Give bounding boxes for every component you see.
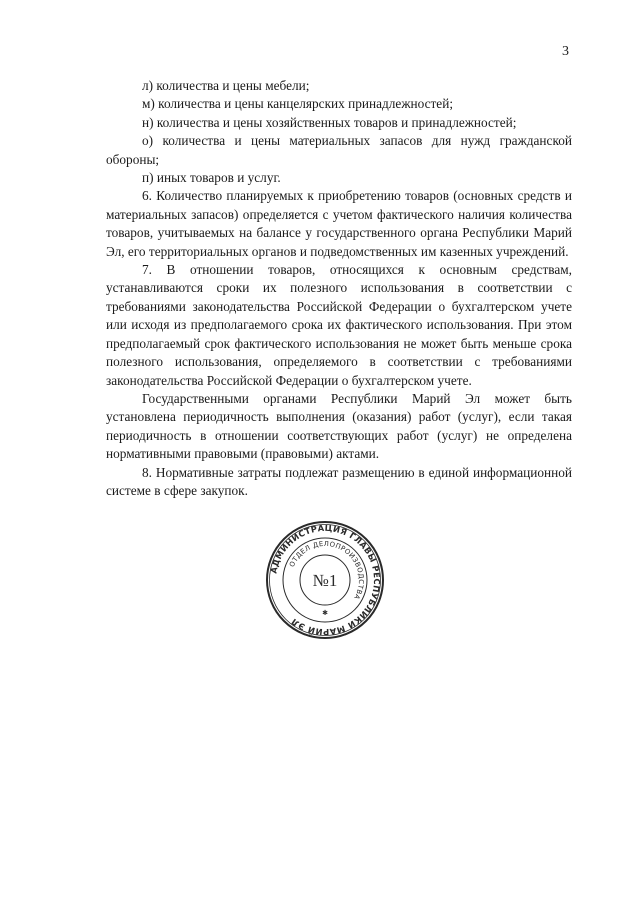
page-number: 3 [562, 44, 569, 59]
paragraph-7: 7. В отношении товаров, относящихся к основным средствам, устанавливаются сроки их полезного использования в соответствии с требованиями законодательства Российской Федерации о бухгалтерском учете или исходя из предполагаемого срока их фактического использования. При этом предполагаемый срок фактического использования не может быть меньше срока полезного использования, определяемого в соответствии с требованиями законодательства Российской Федерации о бухгалтерском учете. [106, 262, 572, 388]
seal-graphic [265, 520, 385, 640]
seal-center-number: №1 [312, 571, 338, 590]
list-item-m: м) количества и цены канцелярских принадлежностей; [142, 96, 454, 112]
list-item-n: н) количества и цены хозяйственных товаров и принадлежностей; [142, 114, 517, 130]
seal-inner-text: ОТДЕЛ ДЕЛОПРОИЗВОДСТВА [287, 539, 366, 601]
seal-star-icon: ✱ [322, 609, 328, 617]
list-item-o: о) количества и цены материальных запасов для нужд гражданской обороны; [106, 133, 572, 167]
paragraph-7-continued: Государственными органами Республики Марий Эл может быть установлена периодичность выполнения (оказания) работ (услуг), если такая периодичность в отношении соответствующих работ (услуг) не определена нормативными правовыми (правовыми) актами. [106, 390, 572, 462]
seal-outer-text: АДМИНИСТРАЦИЯ ГЛАВЫ РЕСПУБЛИКИ МАРИЙ ЭЛ [268, 522, 383, 638]
paragraph-8: 8. Нормативные затраты подлежат размещению в единой информационной системе в сфере закупок. [106, 464, 572, 498]
paragraph-6: 6. Количество планируемых к приобретению товаров (основных средств и материальных запасов) определяется с учетом фактического наличия количества товаров, учитываемых на балансе у государственного органа Республики Марий Эл, его территориальных органов и подведомственных им казенных учреждений. [106, 188, 572, 259]
list-item-p: п) иных товаров и услуг. [142, 170, 281, 186]
official-seal-stamp [265, 520, 385, 640]
list-item-l: л) количества и цены мебели; [142, 78, 310, 93]
document-body [106, 77, 572, 500]
